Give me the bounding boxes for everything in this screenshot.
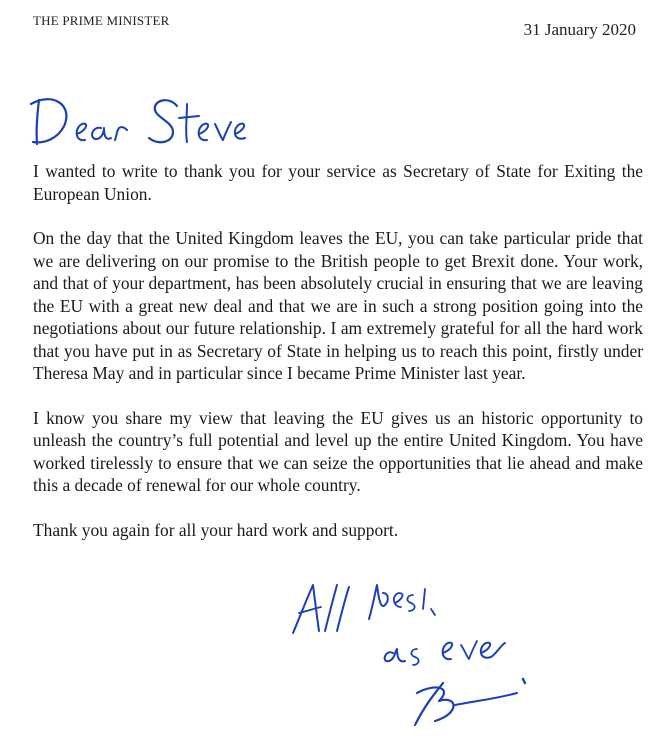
handwritten-signoff [285, 575, 565, 740]
letterhead-title: THE PRIME MINISTER [33, 13, 170, 28]
handwritten-salutation [27, 86, 257, 156]
letter-body [33, 160, 643, 563]
body-paragraph-2: On the day that the United Kingdom leaves the EU, you can take particular pride that we are delivering on our promise to the British people to get Brexit done. Your work, and that of your department, has been absolutely crucial in ensuring that we are leaving the EU with a great new deal and that we are in such a strong position going into the negotiations about our future relationship. I am extremely grateful for all the hard work that you have put in as Secretary of State in helping us to reach this point, firstly under Theresa May and in particular since I became Prime Minister last year. [33, 228, 643, 383]
letter-date: 31 January 2020 [523, 20, 636, 39]
body-paragraph-1: I wanted to write to thank you for your service as Secretary of State for Exiting the European Union. [33, 161, 643, 204]
body-paragraph-4: Thank you again for all your hard work and support. [33, 519, 399, 540]
body-paragraph-3: I know you share my view that leaving the EU gives us an historic opportunity to unleash the country’s full potential and level up the entire United Kingdom. You have worked tirelessly to ensure that we can seize the opportunities that lie ahead and make this a decade of renewal for our whole country. [33, 407, 643, 495]
